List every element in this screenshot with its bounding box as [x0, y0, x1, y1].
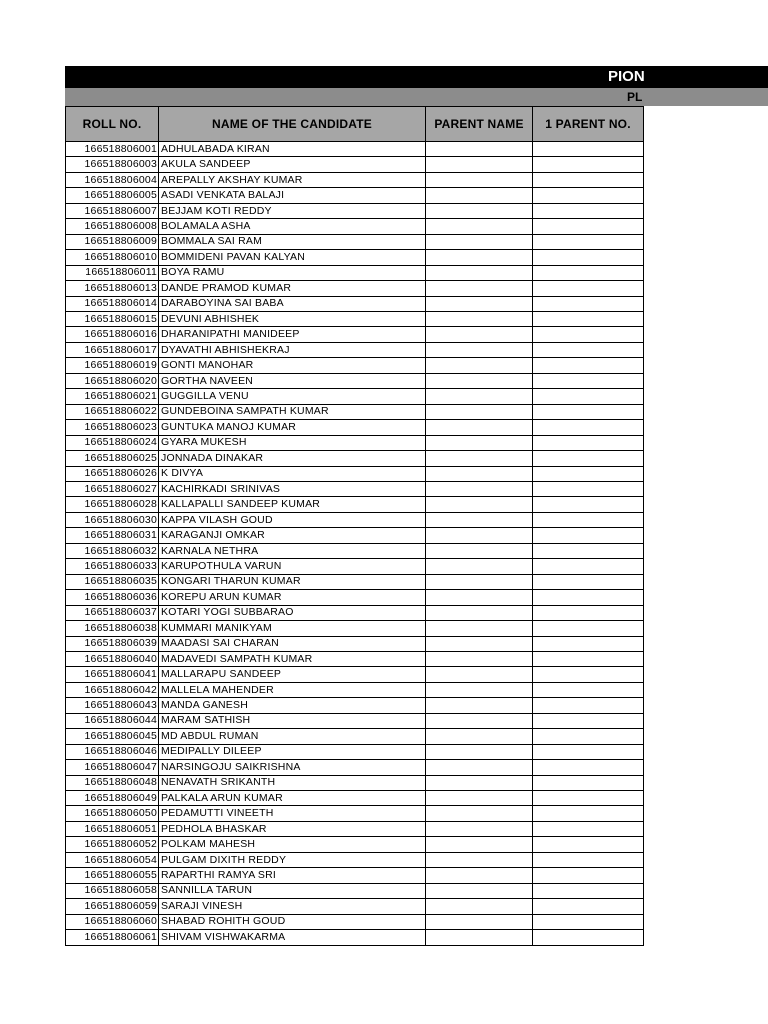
parent-name-cell	[426, 358, 533, 373]
candidate-name-cell: POLKAM MAHESH	[159, 837, 426, 852]
roll-no-cell: 166518806060	[66, 914, 159, 929]
parent-no-cell	[533, 373, 644, 388]
table-row	[66, 775, 644, 790]
candidate-name-cell: GYARA MUKESH	[159, 435, 426, 450]
roll-no-cell: 166518806019	[66, 358, 159, 373]
table-row	[66, 497, 644, 512]
roll-no-cell: 166518806039	[66, 636, 159, 651]
table-row	[66, 744, 644, 759]
roll-no-cell: 166518806014	[66, 296, 159, 311]
candidate-name-cell: GUNDEBOINA SAMPATH KUMAR	[159, 404, 426, 419]
candidate-name-cell: DANDE PRAMOD KUMAR	[159, 281, 426, 296]
parent-no-cell	[533, 404, 644, 419]
roll-no-cell: 166518806041	[66, 667, 159, 682]
table-row	[66, 883, 644, 898]
table-row	[66, 760, 644, 775]
parent-name-cell	[426, 296, 533, 311]
parent-name-cell	[426, 188, 533, 203]
parent-name-cell	[426, 760, 533, 775]
candidate-name-cell: DHARANIPATHI MANIDEEP	[159, 327, 426, 342]
table-row	[66, 621, 644, 636]
table-row	[66, 667, 644, 682]
table-row	[66, 729, 644, 744]
parent-name-cell	[426, 389, 533, 404]
table-row	[66, 512, 644, 527]
parent-no-cell	[533, 451, 644, 466]
parent-name-cell	[426, 203, 533, 218]
parent-name-cell	[426, 574, 533, 589]
parent-no-cell	[533, 636, 644, 651]
parent-no-cell	[533, 621, 644, 636]
parent-no-cell	[533, 543, 644, 558]
candidate-name-cell: BEJJAM KOTI REDDY	[159, 203, 426, 218]
parent-no-cell	[533, 667, 644, 682]
table-row	[66, 528, 644, 543]
parent-no-cell	[533, 528, 644, 543]
parent-no-cell	[533, 868, 644, 883]
roll-no-cell: 166518806010	[66, 250, 159, 265]
candidate-name-cell: SANNILLA TARUN	[159, 883, 426, 898]
parent-no-cell	[533, 296, 644, 311]
candidate-name-cell: KONGARI THARUN KUMAR	[159, 574, 426, 589]
table-row	[66, 852, 644, 867]
table-row	[66, 296, 644, 311]
candidate-name-cell: BOYA RAMU	[159, 265, 426, 280]
parent-name-cell	[426, 821, 533, 836]
parent-no-cell	[533, 512, 644, 527]
parent-no-cell	[533, 203, 644, 218]
candidate-name-cell: KOREPU ARUN KUMAR	[159, 590, 426, 605]
parent-no-cell	[533, 775, 644, 790]
table-row	[66, 327, 644, 342]
candidate-name-cell: JONNADA DINAKAR	[159, 451, 426, 466]
parent-name-cell	[426, 250, 533, 265]
candidate-name-cell: AKULA SANDEEP	[159, 157, 426, 172]
candidate-name-cell: BOMMIDENI PAVAN KALYAN	[159, 250, 426, 265]
roll-no-cell: 166518806055	[66, 868, 159, 883]
roll-no-cell: 166518806001	[66, 142, 159, 157]
parent-no-cell	[533, 744, 644, 759]
candidate-name-cell: PEDAMUTTI VINEETH	[159, 806, 426, 821]
parent-no-cell	[533, 466, 644, 481]
candidate-name-cell: AREPALLY AKSHAY KUMAR	[159, 172, 426, 187]
roll-no-cell: 166518806048	[66, 775, 159, 790]
parent-no-cell	[533, 914, 644, 929]
candidate-name-cell: ADHULABADA KIRAN	[159, 142, 426, 157]
candidate-name-cell: KACHIRKADI SRINIVAS	[159, 481, 426, 496]
parent-name-cell	[426, 234, 533, 249]
table-row	[66, 188, 644, 203]
table-row	[66, 219, 644, 234]
roll-no-cell: 166518806054	[66, 852, 159, 867]
parent-no-cell	[533, 590, 644, 605]
parent-name-cell	[426, 899, 533, 914]
column-header-candidate-name: NAME OF THE CANDIDATE	[159, 107, 426, 142]
candidate-name-cell: MD ABDUL RUMAN	[159, 729, 426, 744]
parent-no-cell	[533, 883, 644, 898]
table-row	[66, 373, 644, 388]
roll-no-cell: 166518806016	[66, 327, 159, 342]
roll-no-cell: 166518806037	[66, 605, 159, 620]
table-row	[66, 806, 644, 821]
table-row	[66, 590, 644, 605]
candidate-name-cell: NARSINGOJU SAIKRISHNA	[159, 760, 426, 775]
roll-no-cell: 166518806046	[66, 744, 159, 759]
table-row	[66, 311, 644, 326]
candidate-name-cell: MARAM SATHISH	[159, 713, 426, 728]
candidate-name-cell: ASADI VENKATA BALAJI	[159, 188, 426, 203]
parent-name-cell	[426, 543, 533, 558]
sheet-subtitle: PL	[627, 90, 643, 104]
candidate-name-cell: GUGGILLA VENU	[159, 389, 426, 404]
parent-name-cell	[426, 605, 533, 620]
roll-no-cell: 166518806020	[66, 373, 159, 388]
table-row	[66, 837, 644, 852]
table-row	[66, 791, 644, 806]
candidate-name-cell: KARNALA NETHRA	[159, 543, 426, 558]
parent-name-cell	[426, 930, 533, 945]
table-row	[66, 142, 644, 157]
parent-name-cell	[426, 497, 533, 512]
roll-no-cell: 166518806058	[66, 883, 159, 898]
candidate-name-cell: NENAVATH SRIKANTH	[159, 775, 426, 790]
parent-name-cell	[426, 621, 533, 636]
roll-no-cell: 166518806038	[66, 621, 159, 636]
candidate-name-cell: MAADASI SAI CHARAN	[159, 636, 426, 651]
table-row	[66, 899, 644, 914]
parent-no-cell	[533, 420, 644, 435]
parent-no-cell	[533, 837, 644, 852]
roll-no-cell: 166518806023	[66, 420, 159, 435]
parent-name-cell	[426, 791, 533, 806]
roll-no-cell: 166518806031	[66, 528, 159, 543]
parent-name-cell	[426, 435, 533, 450]
roll-no-cell: 166518806015	[66, 311, 159, 326]
roll-no-cell: 166518806024	[66, 435, 159, 450]
candidate-name-cell: DEVUNI ABHISHEK	[159, 311, 426, 326]
candidate-name-cell: DYAVATHI ABHISHEKRAJ	[159, 342, 426, 357]
table-row	[66, 451, 644, 466]
parent-no-cell	[533, 157, 644, 172]
roll-no-cell: 166518806050	[66, 806, 159, 821]
candidate-name-cell: SARAJI VINESH	[159, 899, 426, 914]
parent-name-cell	[426, 698, 533, 713]
table-row	[66, 234, 644, 249]
roll-no-cell: 166518806051	[66, 821, 159, 836]
parent-no-cell	[533, 605, 644, 620]
candidate-name-cell: K DIVYA	[159, 466, 426, 481]
roll-no-cell: 166518806033	[66, 559, 159, 574]
parent-no-cell	[533, 311, 644, 326]
candidate-name-cell: SHIVAM VISHWAKARMA	[159, 930, 426, 945]
roll-no-cell: 166518806043	[66, 698, 159, 713]
table-row	[66, 543, 644, 558]
parent-no-cell	[533, 651, 644, 666]
parent-no-cell	[533, 791, 644, 806]
roll-no-cell: 166518806045	[66, 729, 159, 744]
roll-no-cell: 166518806032	[66, 543, 159, 558]
parent-name-cell	[426, 729, 533, 744]
parent-name-cell	[426, 868, 533, 883]
candidate-name-cell: MADAVEDI SAMPATH KUMAR	[159, 651, 426, 666]
parent-no-cell	[533, 265, 644, 280]
parent-no-cell	[533, 281, 644, 296]
table-row	[66, 651, 644, 666]
table-row	[66, 389, 644, 404]
table-row	[66, 930, 644, 945]
roll-no-cell: 166518806028	[66, 497, 159, 512]
parent-no-cell	[533, 574, 644, 589]
table-row	[66, 559, 644, 574]
roll-no-cell: 166518806007	[66, 203, 159, 218]
candidate-name-cell: KOTARI YOGI SUBBARAO	[159, 605, 426, 620]
parent-name-cell	[426, 281, 533, 296]
candidate-name-cell: PULGAM DIXITH REDDY	[159, 852, 426, 867]
roll-no-cell: 166518806025	[66, 451, 159, 466]
roll-no-cell: 166518806008	[66, 219, 159, 234]
parent-no-cell	[533, 806, 644, 821]
title-bar	[65, 66, 768, 88]
roll-no-cell: 166518806021	[66, 389, 159, 404]
parent-name-cell	[426, 667, 533, 682]
parent-name-cell	[426, 481, 533, 496]
table-row	[66, 358, 644, 373]
roll-no-cell: 166518806009	[66, 234, 159, 249]
roll-no-cell: 166518806026	[66, 466, 159, 481]
table-row	[66, 868, 644, 883]
parent-no-cell	[533, 821, 644, 836]
parent-name-cell	[426, 157, 533, 172]
parent-no-cell	[533, 250, 644, 265]
parent-no-cell	[533, 930, 644, 945]
parent-name-cell	[426, 713, 533, 728]
parent-no-cell	[533, 497, 644, 512]
parent-name-cell	[426, 265, 533, 280]
candidate-name-cell: SHABAD ROHITH GOUD	[159, 914, 426, 929]
parent-name-cell	[426, 651, 533, 666]
parent-no-cell	[533, 172, 644, 187]
table-row	[66, 914, 644, 929]
parent-name-cell	[426, 636, 533, 651]
parent-name-cell	[426, 512, 533, 527]
candidate-name-cell: MALLELA MAHENDER	[159, 682, 426, 697]
table-row	[66, 466, 644, 481]
roll-no-cell: 166518806022	[66, 404, 159, 419]
header-row	[66, 107, 644, 142]
table-row	[66, 435, 644, 450]
parent-name-cell	[426, 528, 533, 543]
column-header-parent-no: 1 PARENT NO.	[533, 107, 644, 142]
candidate-name-cell: KAPPA VILASH GOUD	[159, 512, 426, 527]
candidate-name-cell: KUMMARI MANIKYAM	[159, 621, 426, 636]
table-row	[66, 250, 644, 265]
candidate-name-cell: RAPARTHI RAMYA SRI	[159, 868, 426, 883]
parent-no-cell	[533, 481, 644, 496]
parent-name-cell	[426, 559, 533, 574]
parent-name-cell	[426, 373, 533, 388]
column-header-roll-no: ROLL NO.	[66, 107, 159, 142]
roll-no-cell: 166518806017	[66, 342, 159, 357]
roll-no-cell: 166518806004	[66, 172, 159, 187]
parent-name-cell	[426, 142, 533, 157]
parent-name-cell	[426, 590, 533, 605]
candidate-name-cell: MANDA GANESH	[159, 698, 426, 713]
table-row	[66, 574, 644, 589]
parent-no-cell	[533, 234, 644, 249]
parent-name-cell	[426, 837, 533, 852]
parent-name-cell	[426, 342, 533, 357]
candidate-name-cell: BOMMALA SAI RAM	[159, 234, 426, 249]
table-row	[66, 404, 644, 419]
roll-no-cell: 166518806035	[66, 574, 159, 589]
table-row	[66, 682, 644, 697]
table-row	[66, 698, 644, 713]
parent-name-cell	[426, 420, 533, 435]
table-body	[66, 142, 644, 946]
column-header-parent-name: PARENT NAME	[426, 107, 533, 142]
table-row	[66, 481, 644, 496]
roll-no-cell: 166518806005	[66, 188, 159, 203]
parent-no-cell	[533, 760, 644, 775]
candidate-name-cell: GORTHA NAVEEN	[159, 373, 426, 388]
parent-name-cell	[426, 451, 533, 466]
roll-no-cell: 166518806013	[66, 281, 159, 296]
roll-no-cell: 166518806030	[66, 512, 159, 527]
subtitle-bar	[65, 88, 768, 106]
roll-no-cell: 166518806047	[66, 760, 159, 775]
parent-no-cell	[533, 729, 644, 744]
parent-name-cell	[426, 404, 533, 419]
table-row	[66, 342, 644, 357]
parent-name-cell	[426, 466, 533, 481]
parent-name-cell	[426, 852, 533, 867]
parent-no-cell	[533, 327, 644, 342]
candidate-name-cell: KALLAPALLI SANDEEP KUMAR	[159, 497, 426, 512]
roll-no-cell: 166518806036	[66, 590, 159, 605]
table-row	[66, 713, 644, 728]
roll-no-cell: 166518806061	[66, 930, 159, 945]
parent-no-cell	[533, 713, 644, 728]
parent-name-cell	[426, 311, 533, 326]
candidate-name-cell: GONTI MANOHAR	[159, 358, 426, 373]
candidate-name-cell: MEDIPALLY DILEEP	[159, 744, 426, 759]
roll-no-cell: 166518806059	[66, 899, 159, 914]
table-row	[66, 636, 644, 651]
candidate-table	[65, 106, 644, 946]
candidate-name-cell: MALLARAPU SANDEEP	[159, 667, 426, 682]
parent-no-cell	[533, 142, 644, 157]
parent-no-cell	[533, 219, 644, 234]
table-row	[66, 172, 644, 187]
candidate-name-cell: PALKALA ARUN KUMAR	[159, 791, 426, 806]
parent-no-cell	[533, 389, 644, 404]
parent-name-cell	[426, 327, 533, 342]
table-row	[66, 265, 644, 280]
roll-no-cell: 166518806011	[66, 265, 159, 280]
parent-no-cell	[533, 852, 644, 867]
parent-name-cell	[426, 775, 533, 790]
parent-no-cell	[533, 698, 644, 713]
parent-no-cell	[533, 682, 644, 697]
table-row	[66, 420, 644, 435]
table-row	[66, 821, 644, 836]
roll-no-cell: 166518806003	[66, 157, 159, 172]
roll-no-cell: 166518806052	[66, 837, 159, 852]
spreadsheet	[65, 66, 768, 946]
table-row	[66, 157, 644, 172]
roll-no-cell: 166518806027	[66, 481, 159, 496]
parent-no-cell	[533, 559, 644, 574]
parent-name-cell	[426, 172, 533, 187]
table-row	[66, 281, 644, 296]
roll-no-cell: 166518806040	[66, 651, 159, 666]
parent-name-cell	[426, 806, 533, 821]
candidate-name-cell: BOLAMALA ASHA	[159, 219, 426, 234]
candidate-name-cell: GUNTUKA MANOJ KUMAR	[159, 420, 426, 435]
table-row	[66, 605, 644, 620]
candidate-name-cell: KARAGANJI OMKAR	[159, 528, 426, 543]
parent-name-cell	[426, 883, 533, 898]
candidate-name-cell: DARABOYINA SAI BABA	[159, 296, 426, 311]
roll-no-cell: 166518806042	[66, 682, 159, 697]
candidate-name-cell: PEDHOLA BHASKAR	[159, 821, 426, 836]
candidate-name-cell: KARUPOTHULA VARUN	[159, 559, 426, 574]
sheet-title: PION	[608, 68, 645, 85]
parent-name-cell	[426, 219, 533, 234]
parent-name-cell	[426, 914, 533, 929]
parent-no-cell	[533, 435, 644, 450]
roll-no-cell: 166518806044	[66, 713, 159, 728]
parent-name-cell	[426, 682, 533, 697]
parent-no-cell	[533, 188, 644, 203]
parent-no-cell	[533, 358, 644, 373]
parent-name-cell	[426, 744, 533, 759]
table-row	[66, 203, 644, 218]
parent-no-cell	[533, 342, 644, 357]
parent-no-cell	[533, 899, 644, 914]
roll-no-cell: 166518806049	[66, 791, 159, 806]
